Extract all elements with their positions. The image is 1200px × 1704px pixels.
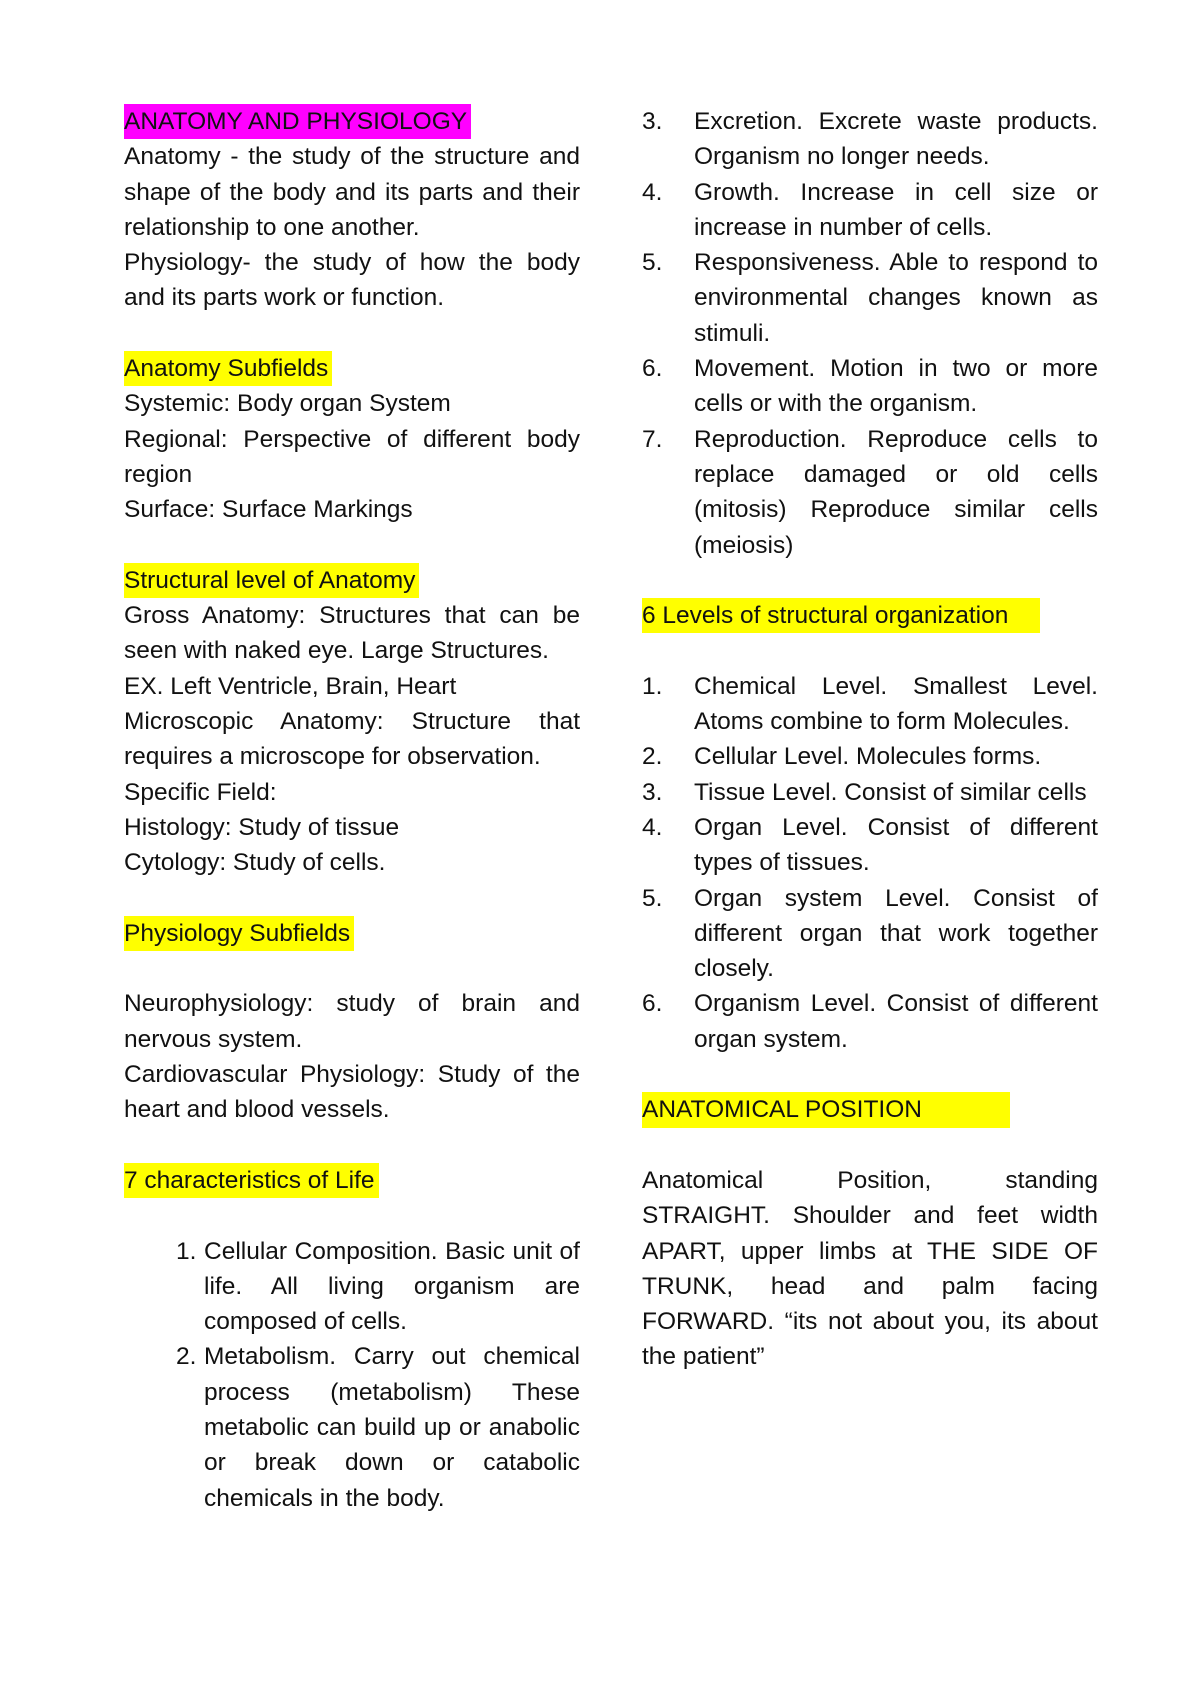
- neurophysiology: Neurophysiology: study of brain and nervous system.: [124, 990, 580, 1053]
- left-column: [124, 104, 580, 1516]
- anatomy-subfields-heading: Anatomy Subfields: [124, 351, 332, 386]
- subfield-surface: Surface: Surface Markings: [124, 496, 413, 524]
- right-column: [642, 104, 1098, 1375]
- list-item: [642, 175, 1098, 246]
- microscopic-anatomy: Microscopic Anatomy: Structure that requires a microscope for observation.: [124, 708, 580, 771]
- list-item-text: Organ system Level. Consist of different organ that work together closely.: [694, 884, 1098, 983]
- characteristics-heading: 7 characteristics of Life: [124, 1163, 379, 1198]
- list-item-text: Organ Level. Consist of different types of tissues.: [694, 813, 1098, 877]
- list-number: 1.: [176, 1237, 197, 1265]
- list-number: 3.: [642, 778, 663, 806]
- subfield-regional: Regional: Perspective of different body region: [124, 425, 580, 488]
- histology: Histology: Study of tissue: [124, 813, 400, 841]
- anatomical-position-text: Anatomical Position, standing STRAIGHT. Shoulder and feet width APART, upper limbs at THE SIDE OF TRUNK, head and palm facing FORWARD. “its not about you, its about the patient”: [642, 1166, 1098, 1371]
- list-item: [642, 351, 1098, 422]
- list-item: [642, 739, 1098, 774]
- anatomical-position-heading: ANATOMICAL POSITION: [642, 1092, 1010, 1127]
- list-number: 4.: [642, 813, 663, 841]
- characteristics-list-continued: [642, 104, 1098, 563]
- list-number: 6.: [642, 990, 663, 1018]
- list-number: 4.: [642, 178, 663, 206]
- list-item: [642, 422, 1098, 563]
- list-number: 3.: [642, 108, 663, 135]
- list-item-text: Metabolism. Carry out chemical process (metabolism) These metabolic can build up or anabolic or break down or catabolic chemicals in the body.: [204, 1343, 580, 1512]
- gross-anatomy: Gross Anatomy: Structures that can be seen with naked eye. Large Structures.: [124, 602, 580, 665]
- list-item: [124, 1234, 580, 1340]
- list-number: 2.: [642, 743, 663, 771]
- subfield-systemic: Systemic: Body organ System: [124, 390, 451, 418]
- list-item-text: Cellular Composition. Basic unit of life. All living organism are composed of cells.: [204, 1237, 580, 1336]
- list-item-text: Excretion. Excrete waste products. Organism no longer needs.: [694, 108, 1098, 171]
- list-number: 7.: [642, 425, 663, 453]
- physiology-subfields-heading: Physiology Subfields: [124, 916, 354, 951]
- levels-heading: 6 Levels of structural organization: [642, 598, 1040, 633]
- list-item: [642, 669, 1098, 740]
- specific-field: Specific Field:: [124, 778, 277, 806]
- list-item-text: Organism Level. Consist of different organ system.: [694, 990, 1098, 1053]
- gross-anatomy-example: EX. Left Ventricle, Brain, Heart: [124, 672, 457, 700]
- characteristics-list: [124, 1234, 580, 1516]
- list-item-text: Responsiveness. Able to respond to environmental changes known as stimuli.: [694, 249, 1098, 347]
- list-item: [642, 104, 1098, 175]
- levels-list: [642, 669, 1098, 1057]
- list-item: [642, 881, 1098, 987]
- list-item-text: Growth. Increase in cell size or increase in number of cells.: [694, 178, 1098, 241]
- list-number: 1.: [642, 672, 663, 700]
- list-item: [642, 775, 1098, 810]
- physiology-definition: Physiology- the study of how the body and its parts work or function.: [124, 249, 580, 312]
- list-item: [642, 986, 1098, 1057]
- list-item: [124, 1339, 580, 1515]
- list-number: 6.: [642, 355, 663, 383]
- list-number: 5.: [642, 249, 663, 277]
- list-item-text: Reproduction. Reproduce cells to replace damaged or old cells (mitosis) Reproduce similar cells (meiosis): [694, 425, 1098, 559]
- list-item-text: Tissue Level. Consist of similar cells: [694, 778, 1087, 806]
- document-title: ANATOMY AND PHYSIOLOGY: [124, 104, 471, 139]
- list-item: [642, 245, 1098, 351]
- list-item-text: Cellular Level. Molecules forms.: [694, 743, 1042, 771]
- list-item: [642, 810, 1098, 881]
- cytology: Cytology: Study of cells.: [124, 849, 386, 877]
- list-item-text: Movement. Motion in two or more cells or with the organism.: [694, 355, 1098, 418]
- list-number: 2.: [176, 1343, 197, 1371]
- cardiovascular-physiology: Cardiovascular Physiology: Study of the heart and blood vessels.: [124, 1061, 580, 1124]
- structural-level-heading: Structural level of Anatomy: [124, 563, 419, 598]
- anatomy-definition: Anatomy - the study of the structure and shape of the body and its parts and their relationship to one another.: [124, 143, 580, 241]
- list-number: 5.: [642, 884, 663, 912]
- list-item-text: Chemical Level. Smallest Level. Atoms combine to form Molecules.: [694, 672, 1098, 736]
